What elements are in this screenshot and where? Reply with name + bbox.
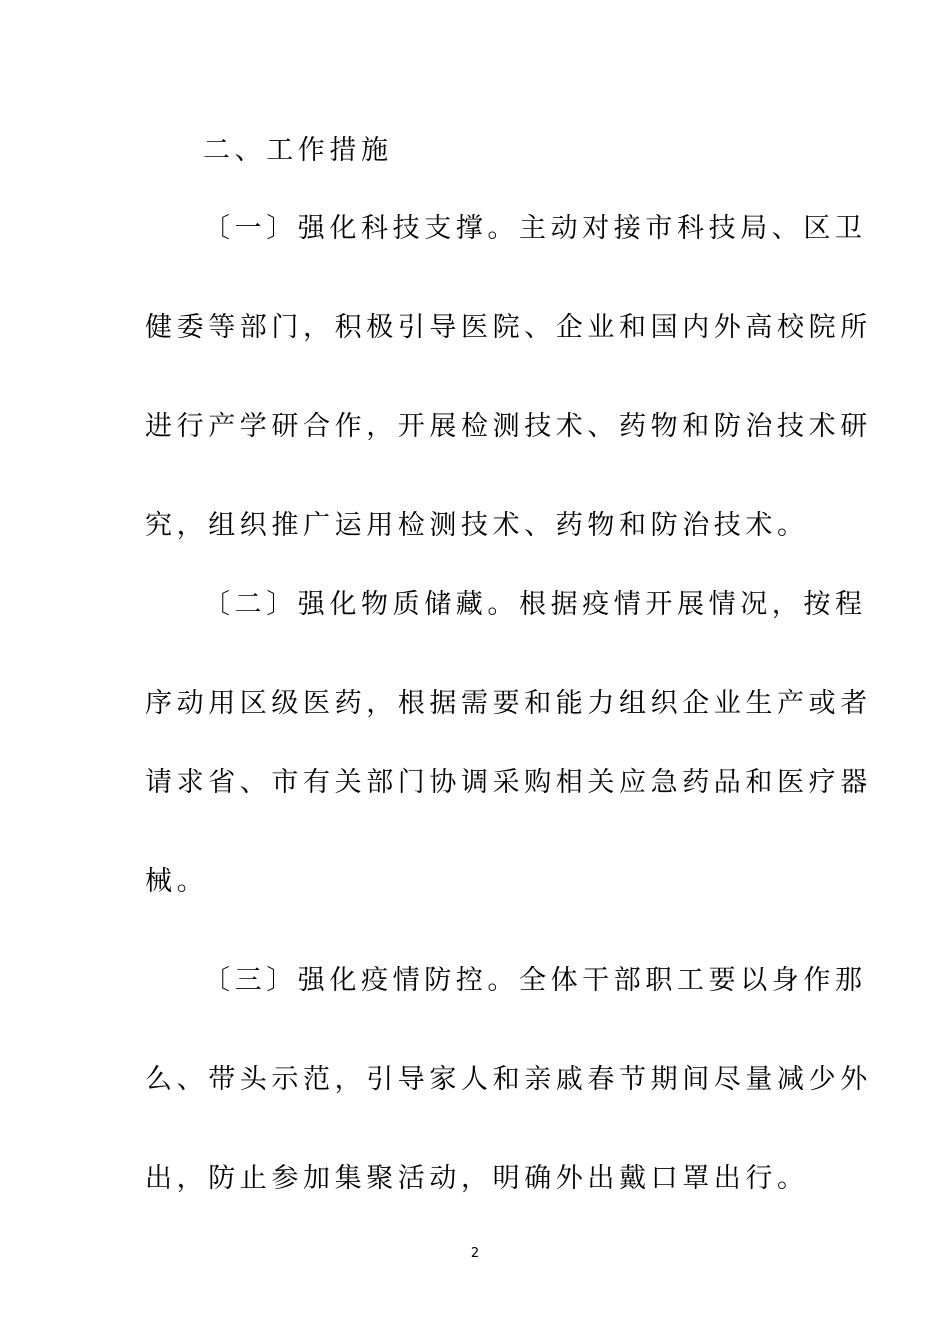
paragraph-line: 进行产学研合作，开展检测技术、药物和防治技术研 xyxy=(145,411,872,442)
paragraph-line: 〔一〕强化科技支撑。主动对接市科技局、区卫 xyxy=(203,213,867,244)
paragraph-line: 健委等部门，积极引导医院、企业和国内外高校院所 xyxy=(145,312,872,343)
section-heading: 二、工作措施 xyxy=(203,135,393,166)
page-number: 2 xyxy=(470,1246,480,1261)
paragraph-line: 〔二〕强化物质储藏。根据疫情开展情况，按程 xyxy=(203,589,867,620)
paragraph-line: 请求省、市有关部门协调采购相关应急药品和医疗器 xyxy=(145,767,872,798)
paragraph-line: 出，防止参加集聚活动，明确外出戴口罩出行。 xyxy=(145,1163,809,1194)
paragraph-line: 序动用区级医药，根据需要和能力组织企业生产或者 xyxy=(145,688,872,719)
paragraph-line: 械。 xyxy=(145,866,209,897)
paragraph-line: 么、带头示范，引导家人和亲戚春节期间尽量减少外 xyxy=(145,1064,872,1095)
paragraph-line: 究，组织推广运用检测技术、药物和防治技术。 xyxy=(145,510,809,541)
paragraph-line: 〔三〕强化疫情防控。全体干部职工要以身作那 xyxy=(203,965,867,996)
